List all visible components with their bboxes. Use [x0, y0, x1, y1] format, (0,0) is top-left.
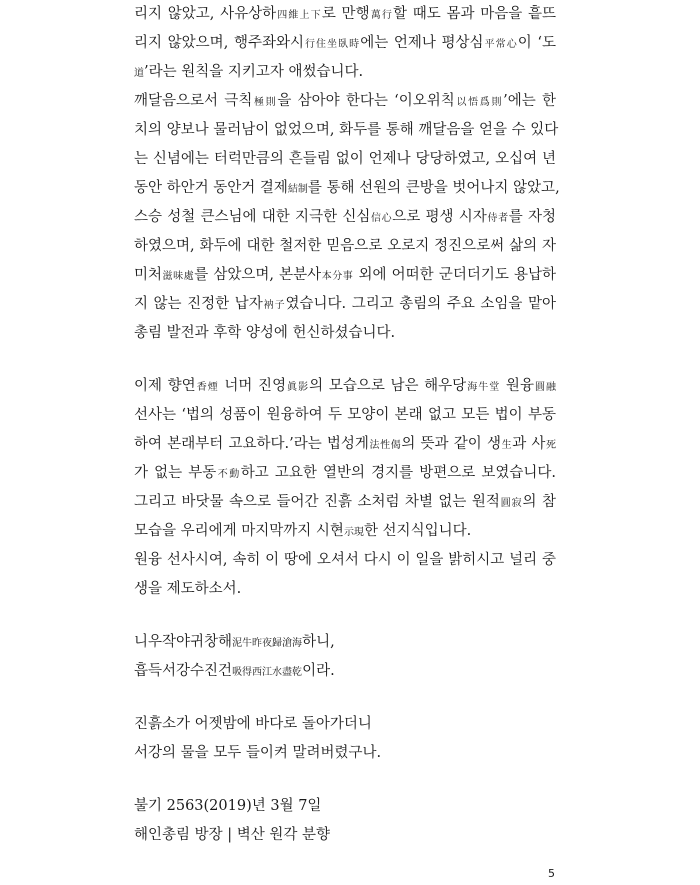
text-line: 리지 않았으며, 행주좌와시行住坐臥時에는 언제나 평상심平常心이 ‘도 — [134, 35, 557, 51]
verse-line: 서강의 물을 모두 들이켜 말려버렸구나. — [134, 745, 382, 761]
text-line: 는 신념에는 터럭만큼의 흔들림 없이 언제나 당당하였고, 오십여 년 — [134, 151, 556, 167]
verse-line: 흡득서강수진건吸得西江水盡乾이라. — [134, 663, 335, 679]
verse — [134, 628, 556, 686]
text-line: 미처滋味處를 삼았으며, 본분사本分事 외에 어떠한 군더더기도 용납하 — [134, 267, 557, 283]
text-line: 선사는 ‘법의 성품이 원융하여 두 모양이 본래 없고 모든 법이 부동 — [134, 407, 556, 423]
text-line: 원융 선사시여, 속히 이 땅에 오셔서 다시 이 일을 밝히시고 널리 중 — [134, 552, 556, 568]
signature-line: 해인총림 방장 | 벽산 원각 분향 — [134, 827, 331, 843]
text-line: 생을 제도하소서. — [134, 581, 242, 597]
text-line: 하였으며, 화두에 대한 철저한 믿음으로 오로지 정진으로써 삶의 자 — [134, 238, 556, 254]
verse-line: 니우작야귀창해泥牛昨夜歸滄海하니, — [134, 634, 335, 650]
paragraph — [134, 0, 556, 87]
text-line: 모습을 우리에게 마지막까지 시현示現한 선지식입니다. — [134, 523, 472, 539]
text-line: 道’라는 원칙을 지키고자 애썼습니다. — [134, 64, 364, 80]
signature-block — [134, 792, 556, 850]
text-line: 하여 본래부터 고요하다.’라는 법성게法性偈의 뜻과 같이 생生과 사死 — [134, 436, 557, 452]
paragraph — [134, 87, 560, 348]
text-line: 가 없는 부동不動하고 고요한 열반의 경지를 방편으로 보였습니다. — [134, 465, 556, 481]
page-number: 5 — [548, 867, 555, 880]
text-line: 스승 성철 큰스님에 대한 지극한 신심信心으로 평생 시자侍者를 자청 — [134, 209, 557, 225]
paragraph — [134, 372, 556, 604]
text-line: 총림 발전과 후학 양성에 헌신하셨습니다. — [134, 325, 396, 341]
text-line: 지 않는 진정한 납자衲子였습니다. 그리고 총림의 주요 소임을 맡아 — [134, 296, 556, 312]
verse-translation — [134, 710, 556, 768]
text-line: 깨달음으로서 극칙極則을 삼아야 한다는 ‘이오위칙以悟爲則’에는 한 — [134, 93, 557, 109]
verse-line: 진흙소가 어젯밤에 바다로 돌아가더니 — [134, 716, 372, 732]
body-text — [134, 0, 560, 850]
text-line: 치의 양보나 물러남이 없었으며, 화두를 통해 깨달음을 얻을 수 있다 — [134, 122, 559, 138]
text-line: 동안 하안거 동안거 결제結制를 통해 선원의 큰방을 벗어나지 않았고, — [134, 180, 560, 196]
text-line: 이제 향연香煙 너머 진영眞影의 모습으로 남은 해우당海牛堂 원융圓融 — [134, 378, 557, 394]
text-line: 리지 않았고, 사유상하四維上下로 만행萬行할 때도 몸과 마음을 흩뜨 — [134, 6, 556, 22]
text-line: 그리고 바닷물 속으로 들어간 진흙 소처럼 차별 없는 원적圓寂의 참 — [134, 494, 556, 510]
date-line: 불기 2563(2019)년 3월 7일 — [134, 798, 322, 814]
